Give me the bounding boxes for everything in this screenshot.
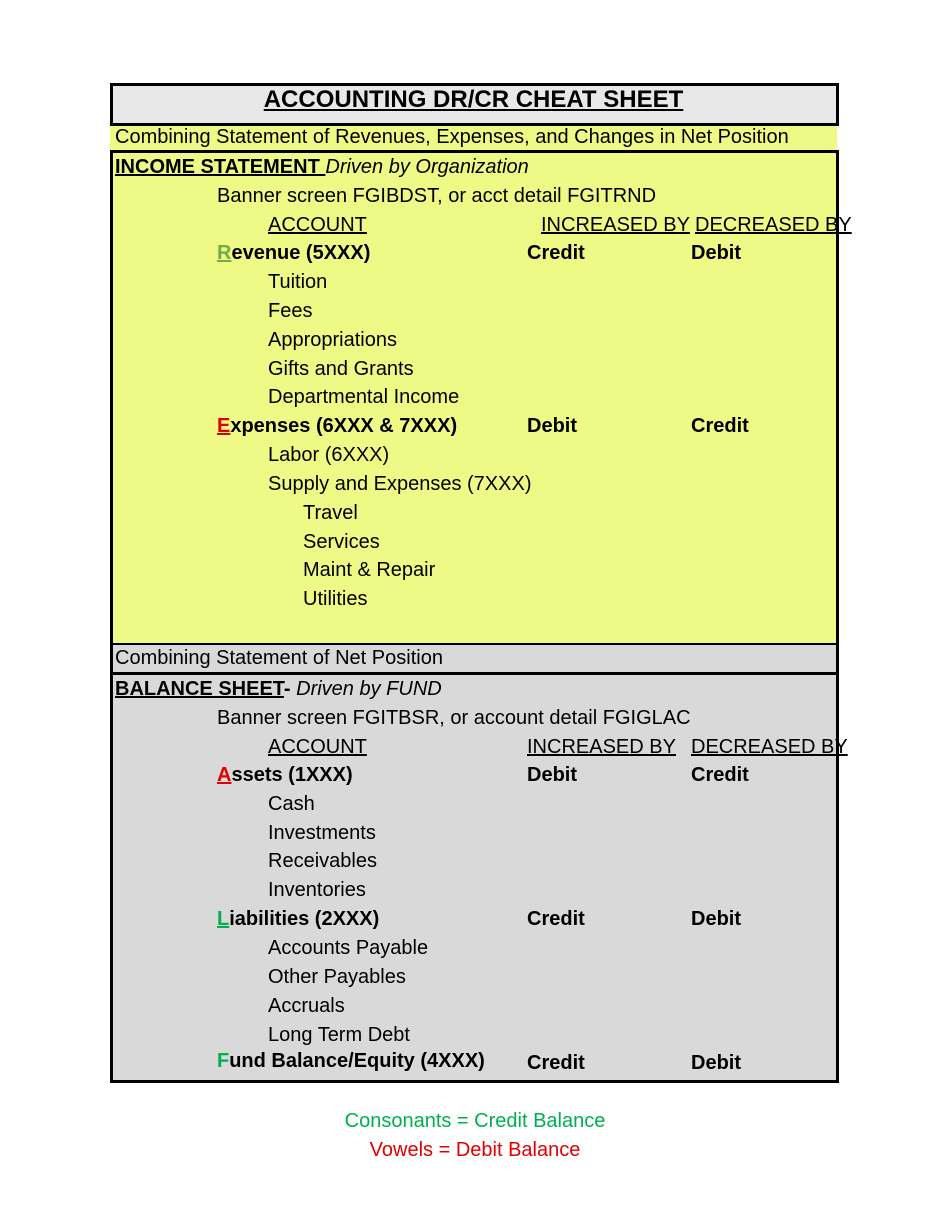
income-heading-note: Driven by Organization bbox=[325, 156, 529, 178]
liabilities-letter: L bbox=[217, 908, 230, 930]
legend-vowels: Vowels = Debit Balance bbox=[369, 1139, 581, 1161]
income-heading-title: INCOME STATEMENT bbox=[115, 156, 326, 178]
list-item: Supply and Expenses (7XXX) bbox=[268, 473, 532, 495]
list-subitem: Travel bbox=[303, 502, 358, 524]
list-item: Accounts Payable bbox=[268, 937, 429, 959]
list-item: Other Payables bbox=[268, 966, 406, 988]
revenue-increased: Credit bbox=[527, 242, 585, 264]
expenses-decreased: Credit bbox=[691, 415, 749, 437]
list-subitem: Maint & Repair bbox=[303, 559, 436, 581]
balance-col-decreased: DECREASED BY bbox=[691, 736, 848, 758]
income-section-label: Combining Statement of Revenues, Expenses, and Changes in Net Position bbox=[115, 126, 789, 148]
balance-banner: Banner screen FGITBSR, or account detail FGIGLAC bbox=[217, 707, 691, 729]
expenses-label bbox=[217, 414, 457, 438]
list-item: Receivables bbox=[268, 850, 377, 872]
income-col-account: ACCOUNT bbox=[268, 214, 367, 236]
list-subitem: Utilities bbox=[303, 588, 368, 610]
expenses-increased: Debit bbox=[527, 415, 577, 437]
list-item: Departmental Income bbox=[268, 386, 460, 408]
fund-increased: Credit bbox=[527, 1052, 585, 1074]
fund-text: und Balance/Equity (4XXX) bbox=[229, 1050, 485, 1072]
assets-text: ssets (1XXX) bbox=[231, 764, 353, 786]
balance-heading-title: BALANCE SHEET bbox=[115, 678, 284, 700]
list-item: Long Term Debt bbox=[268, 1024, 410, 1046]
income-col-decreased: DECREASED BY bbox=[695, 214, 852, 236]
list-item: Accruals bbox=[268, 995, 345, 1017]
page-title: ACCOUNTING DR/CR CHEAT SHEET bbox=[263, 86, 684, 113]
balance-heading bbox=[115, 677, 442, 701]
expenses-text: xpenses (6XXX & 7XXX) bbox=[230, 415, 458, 437]
list-item: Fees bbox=[268, 300, 313, 322]
legend-consonants: Consonants = Credit Balance bbox=[344, 1110, 606, 1132]
revenue-label bbox=[217, 241, 370, 265]
revenue-letter: R bbox=[217, 242, 232, 264]
income-banner: Banner screen FGIBDST, or acct detail FGITRND bbox=[217, 185, 657, 207]
list-item: Tuition bbox=[268, 271, 328, 293]
fund-decreased: Debit bbox=[691, 1052, 741, 1074]
income-col-increased: INCREASED BY bbox=[541, 214, 690, 236]
liabilities-text: iabilities (2XXX) bbox=[229, 908, 380, 930]
list-item: Labor (6XXX) bbox=[268, 444, 390, 466]
balance-heading-note: Driven by FUND bbox=[296, 678, 442, 700]
assets-label bbox=[217, 763, 353, 787]
revenue-decreased: Debit bbox=[691, 242, 741, 264]
income-heading bbox=[115, 155, 529, 179]
balance-sheet-box bbox=[110, 672, 839, 1083]
assets-decreased: Credit bbox=[691, 764, 749, 786]
liabilities-label bbox=[217, 907, 379, 931]
fund-letter: F bbox=[217, 1050, 230, 1072]
fund-label bbox=[217, 1049, 485, 1073]
liabilities-decreased: Debit bbox=[691, 908, 741, 930]
list-item: Investments bbox=[268, 822, 376, 844]
balance-col-increased: INCREASED BY bbox=[527, 736, 676, 758]
assets-increased: Debit bbox=[527, 764, 577, 786]
revenue-text: evenue (5XXX) bbox=[231, 242, 371, 264]
list-item: Cash bbox=[268, 793, 315, 815]
assets-letter: A bbox=[217, 764, 232, 786]
liabilities-increased: Credit bbox=[527, 908, 585, 930]
expenses-letter: E bbox=[217, 415, 231, 437]
list-item: Inventories bbox=[268, 879, 366, 901]
balance-section-label: Combining Statement of Net Position bbox=[115, 647, 443, 669]
list-item: Appropriations bbox=[268, 329, 397, 351]
balance-heading-dash: - bbox=[283, 678, 297, 700]
balance-col-account: ACCOUNT bbox=[268, 736, 367, 758]
list-item: Gifts and Grants bbox=[268, 358, 414, 380]
list-subitem: Services bbox=[303, 531, 380, 553]
